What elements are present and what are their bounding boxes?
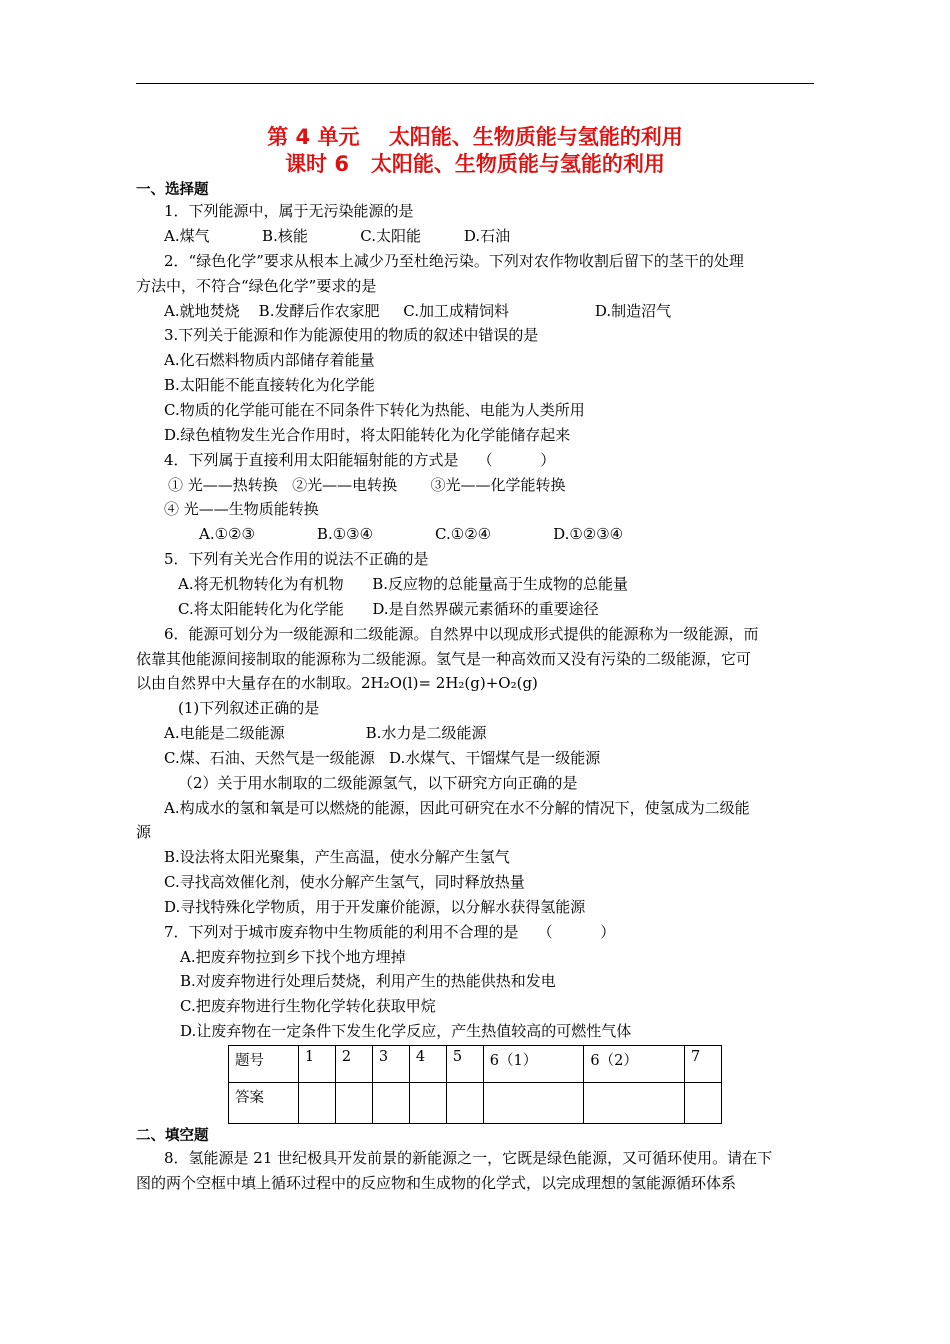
question-3-option-a: A.化石燃料物质内部储存着能量	[164, 351, 375, 369]
answer-table-answer-row	[229, 1083, 722, 1124]
question-6-part-1: (1)下列叙述正确的是	[178, 699, 320, 717]
question-6-2-option-b: B.设法将太阳光聚集，产生高温，使水分解产生氢气	[164, 848, 510, 866]
question-6-part-2: （2）关于用水制取的二级能源氢气，以下研究方向正确的是	[178, 774, 578, 792]
question-8-cont: 图的两个空框中填上循环过程中的反应物和生成物的化学式，以完成理想的氢能源循环体系	[136, 1174, 737, 1192]
answer-table-col-2: 2	[335, 1046, 372, 1083]
question-3-option-d: D.绿色植物发生光合作用时，将太阳能转化为化学能储存起来	[164, 426, 571, 444]
question-4: 4．下列属于直接利用太阳能辐射能的方式是 （ ）	[164, 451, 556, 469]
answer-cell[interactable]	[483, 1083, 584, 1124]
question-4-items: ① 光——热转换 ②光——电转换 ③光——化学能转换	[168, 476, 566, 494]
question-7: 7．下列对于城市废弃物中生物质能的利用不合理的是 （ ）	[164, 923, 616, 941]
question-1-options: A.煤气 B.核能 C.太阳能 D.石油	[164, 227, 511, 245]
answer-cell[interactable]	[335, 1083, 372, 1124]
answer-table-col-6-1: 6（1）	[483, 1046, 584, 1083]
answer-cell[interactable]	[584, 1083, 685, 1124]
answer-table-col-5: 5	[446, 1046, 483, 1083]
answer-cell[interactable]	[372, 1083, 409, 1124]
answer-cell[interactable]	[409, 1083, 446, 1124]
question-7-option-c: C.把废弃物进行生物化学转化获取甲烷	[180, 997, 436, 1015]
question-6-cont-2: 以由自然界中大量存在的水制取。2H₂O(l)= 2H₂(g)+O₂(g)	[136, 674, 538, 692]
unit-title: 第 4 单元 太阳能、生物质能与氢能的利用	[267, 125, 683, 149]
answer-cell[interactable]	[298, 1083, 335, 1124]
question-5: 5．下列有关光合作用的说法不正确的是	[164, 550, 429, 568]
header-rule	[136, 83, 814, 84]
question-6-2-option-a: A.构成水的氢和氧是可以燃烧的能源，因此可研究在水不分解的情况下，使氢成为二级能	[164, 799, 750, 817]
answer-cell[interactable]	[446, 1083, 483, 1124]
question-3-option-b: B.太阳能不能直接转化为化学能	[164, 376, 375, 394]
answer-table-header-label: 题号	[229, 1046, 299, 1083]
question-6-2-option-c: C.寻找高效催化剂，使水分解产生氢气，同时释放热量	[164, 873, 525, 891]
question-7-option-b: B.对废弃物进行处理后焚烧，利用产生的热能供热和发电	[180, 972, 556, 990]
question-8: 8．氢能源是 21 世纪极具开发前景的新能源之一，它既是绿色能源，又可循环使用。请在下	[164, 1149, 773, 1167]
answer-table	[228, 1045, 722, 1124]
question-4-item-4: ④ 光——生物质能转换	[164, 500, 319, 518]
question-6-1-options-ab: A.电能是二级能源 B.水力是二级能源	[164, 724, 487, 742]
answer-table-col-7: 7	[684, 1046, 721, 1083]
question-6-2-option-a-cont: 源	[136, 823, 152, 841]
question-3: 3.下列关于能源和作为能源使用的物质的叙述中错误的是	[164, 326, 539, 344]
question-6-2-option-d: D.寻找特殊化学物质，用于开发廉价能源，以分解水获得氢能源	[164, 898, 586, 916]
question-4-options: A.①②③ B.①③④ C.①②④ D.①②③④	[199, 525, 624, 543]
question-2-cont: 方法中，不符合“绿色化学”要求的是	[136, 277, 377, 295]
question-5-options-ab: A.将无机物转化为有机物 B.反应物的总能量高于生成物的总能量	[178, 575, 629, 593]
lesson-title: 课时 6 太阳能、生物质能与氢能的利用	[285, 152, 665, 176]
question-6-1-options-cd: C.煤、石油、天然气是一级能源 D.水煤气、干馏煤气是一级能源	[164, 749, 601, 767]
question-3-option-c: C.物质的化学能可能在不同条件下转化为热能、电能为人类所用	[164, 401, 585, 419]
question-2: 2．“绿色化学”要求从根本上减少乃至杜绝污染。下列对农作物收割后留下的茎干的处理	[164, 252, 744, 270]
answer-table-col-3: 3	[372, 1046, 409, 1083]
answer-cell[interactable]	[684, 1083, 721, 1124]
answer-table-col-1: 1	[298, 1046, 335, 1083]
question-6-cont-1: 依靠其他能源间接制取的能源称为二级能源。氢气是一种高效而又没有污染的二级能源，它可	[136, 650, 752, 668]
answer-table-col-6-2: 6（2）	[584, 1046, 685, 1083]
question-1: 1．下列能源中，属于无污染能源的是	[164, 202, 414, 220]
question-5-options-cd: C.将太阳能转化为化学能 D.是自然界碳元素循环的重要途径	[178, 600, 599, 618]
question-6: 6．能源可划分为一级能源和二级能源。自然界中以现成形式提供的能源称为一级能源，而	[164, 625, 759, 643]
section-heading-fill: 二、填空题	[136, 1128, 209, 1144]
answer-table-header-row	[229, 1046, 722, 1083]
question-2-options: A.就地焚烧 B.发酵后作农家肥 C.加工成精饲料 D.制造沼气	[164, 302, 672, 320]
question-7-option-d: D.让废弃物在一定条件下发生化学反应，产生热值较高的可燃性气体	[180, 1022, 632, 1040]
section-heading-choice: 一、选择题	[136, 182, 209, 198]
answer-table-answer-label: 答案	[229, 1083, 299, 1124]
question-7-option-a: A.把废弃物拉到乡下找个地方埋掉	[180, 948, 406, 966]
answer-table-col-4: 4	[409, 1046, 446, 1083]
